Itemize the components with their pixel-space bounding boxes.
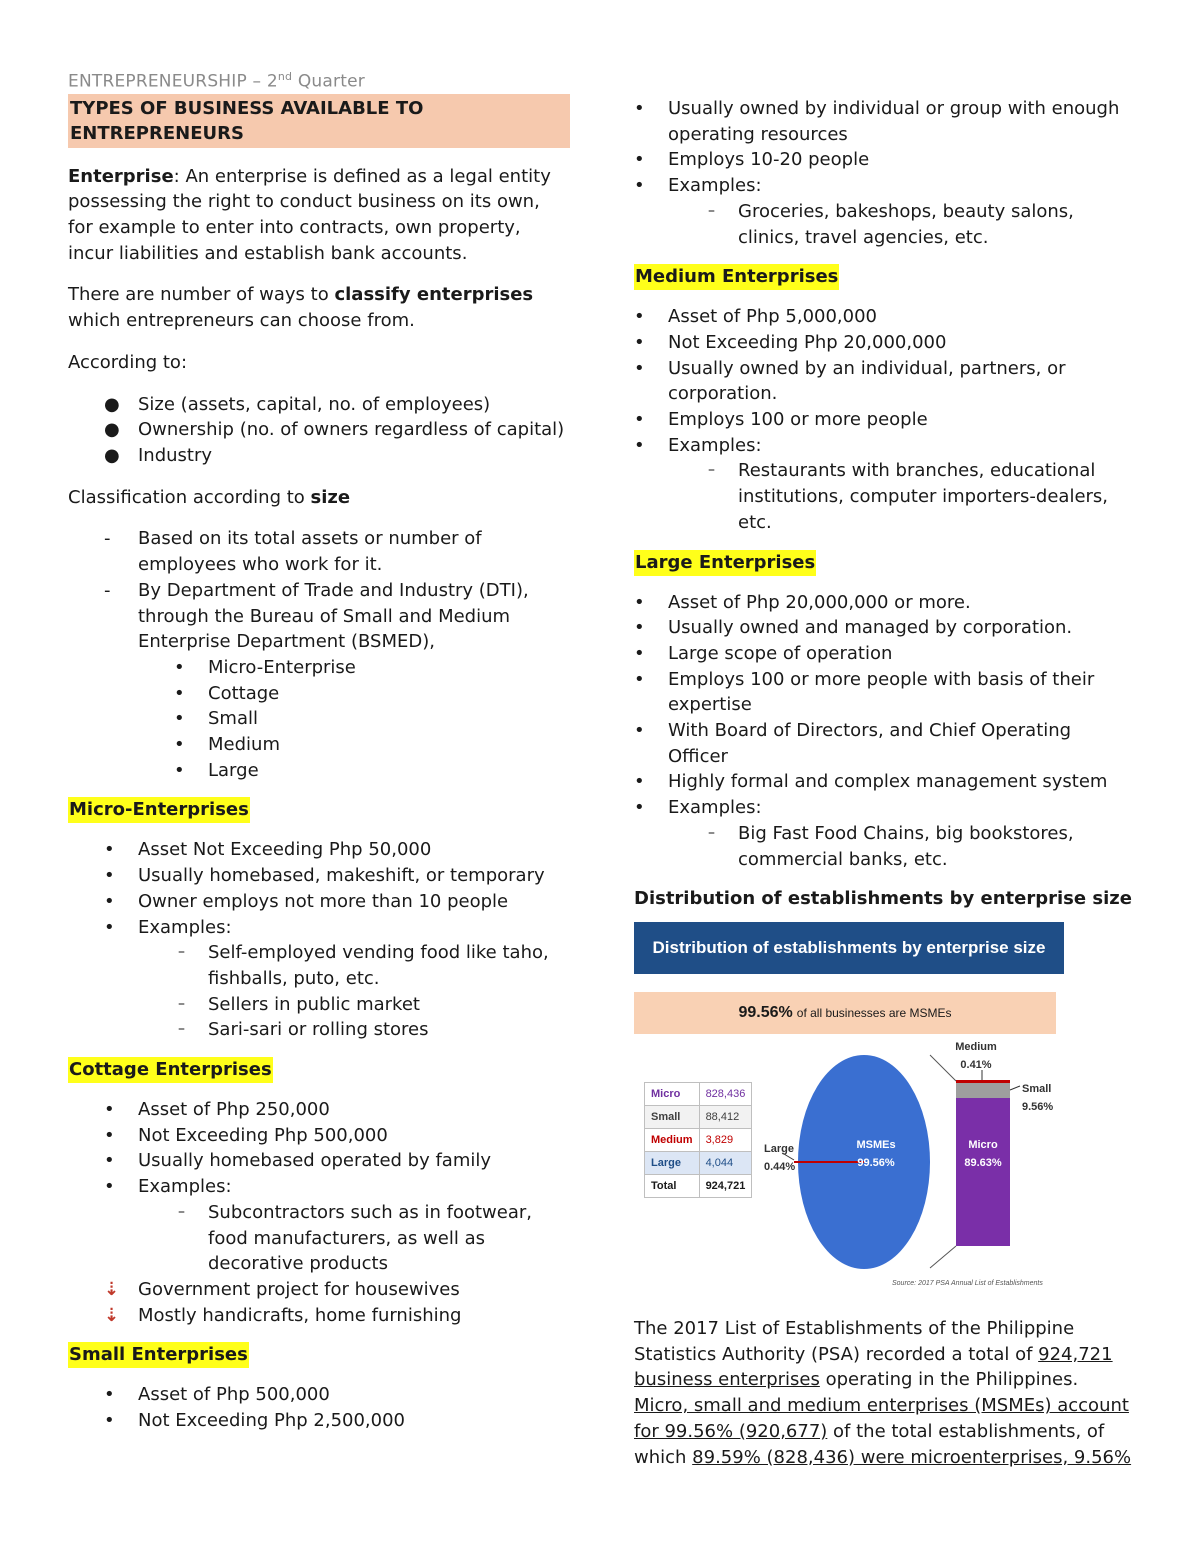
list-item: • Cottage: [174, 682, 280, 704]
enterprise-definition: Enterprise: An enterprise is defined as a legal entity possessing the right to conduct business on its own, for example to enter into contracts, own property, incur liabilities and establish bank accounts.: [68, 165, 551, 264]
page-header: ENTREPRENEURSHIP – 2nd Quarter: [68, 70, 365, 92]
list-item: • Small: [174, 708, 258, 730]
small-bar-segment: [956, 1083, 1010, 1098]
classify-paragraph: There are number of ways to classify enterprises which entrepreneurs can choose from.: [68, 284, 534, 332]
small-pct: 9.56%: [1022, 1100, 1054, 1113]
table-cell: Total: [645, 1174, 700, 1197]
distribution-figure: [634, 922, 1064, 1296]
table-cell: 828,436: [699, 1082, 752, 1105]
micro-heading: Micro-Enterprises: [68, 797, 250, 823]
list-item: ● Industry: [104, 444, 213, 466]
closing-paragraph: The 2017 List of Establishments of the Philippine Statistics Authority (PSA) recorded a total of 924,721 business enterprises operating in the Philippines. Micro, small and medium enterprises (MSMEs) account for 99.56% (920,677) of the total establishments, of which 89.59% (828,436) were microenterprises, 9.56%: [634, 1317, 1132, 1468]
arrow-down-icon: ⇣: [104, 1278, 120, 1300]
medium-pct: 0.41%: [960, 1058, 992, 1071]
table-cell: Medium: [645, 1128, 700, 1151]
list-item: – Sari-sari or rolling stores: [178, 1019, 429, 1041]
list-item: • Asset of Php 20,000,000 or more.: [634, 591, 971, 613]
micro-bar-segment: [956, 1098, 1010, 1246]
medium-examples: [598, 458, 1134, 535]
list-item: – Big Fast Food Chains, big bookstores, commercial banks, etc.: [708, 822, 1074, 870]
list-item: ⇣ Mostly handicrafts, home furnishing: [68, 1303, 570, 1329]
list-item: • Examples:: [104, 916, 232, 938]
figure-source: Source: 2017 PSA Annual List of Establishments: [892, 1279, 1043, 1287]
distribution-heading: Distribution of establishments by enterprise size: [634, 888, 1132, 910]
pie-label: MSMEs: [856, 1138, 896, 1151]
table-cell: Small: [645, 1105, 700, 1128]
list-item: – Groceries, bakeshops, beauty salons, clinics, travel agencies, etc.: [708, 200, 1074, 248]
cottage-heading: Cottage Enterprises: [68, 1057, 273, 1083]
list-item: • Examples:: [634, 175, 762, 197]
size-types-list: [68, 655, 570, 784]
list-item: • Usually owned by individual or group with enough operating resources: [634, 98, 1120, 145]
list-item: • Examples:: [634, 434, 762, 456]
list-item: • Not Exceeding Php 20,000,000: [634, 331, 947, 353]
list-item: - By Department of Trade and Industry (DTI), through the Bureau of Small and Medium Enterprise Department (BSMED),: [104, 579, 529, 653]
right-column: [634, 96, 1134, 1470]
list-item: • Medium: [174, 734, 280, 756]
list-item: • Employs 100 or more people: [634, 409, 928, 431]
micro-pct: 89.63%: [964, 1156, 1002, 1169]
list-item: ⇣ Government project for housewives: [68, 1277, 570, 1303]
table-cell: 88,412: [699, 1105, 752, 1128]
small-pointer: [1010, 1086, 1020, 1090]
micro-list: [68, 837, 570, 940]
list-item: • Examples:: [634, 797, 762, 819]
small-heading: Small Enterprises: [68, 1342, 249, 1368]
figure-table: [644, 1082, 752, 1198]
left-column: [68, 70, 570, 1434]
small-label: Small: [1022, 1082, 1052, 1095]
medium-heading: Medium Enterprises: [634, 264, 839, 290]
connector-line: [930, 1055, 956, 1081]
medium-list: [598, 304, 1134, 458]
list-item: • Large scope of operation: [634, 642, 893, 664]
list-item: – Restaurants with branches, educational institutions, computer importers-dealers, etc.: [708, 460, 1109, 533]
cottage-list: [68, 1097, 570, 1200]
micro-label: Micro: [968, 1138, 998, 1151]
list-item: • Usually owned and managed by corporation.: [634, 617, 1073, 639]
table-row: [645, 1128, 752, 1151]
large-list: [598, 590, 1134, 821]
list-item: • Large: [174, 759, 259, 781]
cottage-extras: [68, 1277, 570, 1328]
large-pct: 0.44%: [764, 1160, 796, 1173]
list-item: - Based on its total assets or number of employees who work for it.: [104, 528, 482, 576]
size-list: [68, 526, 570, 655]
according-list: [68, 392, 570, 469]
large-heading: Large Enterprises: [634, 550, 816, 576]
table-row: [645, 1082, 752, 1105]
micro-examples: [68, 940, 570, 1043]
table-cell: Micro: [645, 1082, 700, 1105]
table-row: [645, 1105, 752, 1128]
medium-label: Medium: [955, 1040, 997, 1053]
list-item: ● Size (assets, capital, no. of employees): [104, 393, 491, 415]
list-item: • Usually homebased operated by family: [104, 1150, 492, 1172]
table-cell: 4,044: [699, 1151, 752, 1174]
table-cell: 924,721: [699, 1174, 752, 1197]
list-item: • Micro-Enterprise: [174, 656, 356, 678]
table-row: [645, 1151, 752, 1174]
list-item: • Employs 100 or more people with basis of their expertise: [634, 668, 1095, 716]
list-item: • Employs 10-20 people: [634, 149, 870, 171]
small-list-part2: [598, 96, 1134, 199]
list-item: • Asset of Php 500,000: [104, 1384, 330, 1406]
large-examples: [598, 821, 1134, 872]
list-item: • With Board of Directors, and Chief Operating Officer: [634, 720, 1072, 767]
small-list-part1: [68, 1382, 570, 1433]
medium-bar-segment: [956, 1080, 1010, 1083]
list-item: – Subcontractors such as in footwear, food manufacturers, as well as decorative products: [178, 1201, 532, 1275]
cottage-examples: [68, 1200, 570, 1277]
list-item: • Asset of Php 250,000: [104, 1099, 330, 1121]
connector-line: [930, 1246, 956, 1268]
pie-pct: 99.56%: [857, 1156, 895, 1169]
list-item: ● Ownership (no. of owners regardless of capital): [104, 419, 565, 441]
figure-title: Distribution of establishments by enterprise size: [634, 922, 1064, 974]
table-row: [645, 1174, 752, 1197]
arrow-down-icon: ⇣: [104, 1304, 120, 1326]
list-item: – Self-employed vending food like taho, fishballs, puto, etc.: [178, 942, 549, 989]
small-examples: [598, 199, 1134, 250]
list-item: • Owner employs not more than 10 people: [104, 890, 509, 912]
list-item: – Sellers in public market: [178, 993, 420, 1015]
list-item: • Not Exceeding Php 500,000: [104, 1124, 388, 1146]
table-cell: Large: [645, 1151, 700, 1174]
list-item: • Asset of Php 5,000,000: [634, 306, 878, 328]
list-item: • Not Exceeding Php 2,500,000: [104, 1410, 406, 1432]
list-item: • Usually homebased, makeshift, or temporary: [104, 865, 545, 887]
list-item: • Highly formal and complex management system: [634, 771, 1108, 793]
list-item: • Usually owned by an individual, partners, or corporation.: [634, 357, 1066, 405]
according-label: According to:: [68, 351, 188, 373]
table-cell: 3,829: [699, 1128, 752, 1151]
size-classification-label: Classification according to size: [68, 486, 351, 508]
document-title: TYPES OF BUSINESS AVAILABLE TO ENTREPRENEURS: [68, 94, 570, 148]
figure-band: 99.56% of all businesses are MSMEs: [634, 992, 1056, 1034]
list-item: • Examples:: [104, 1176, 232, 1198]
large-label: Large: [764, 1142, 794, 1155]
list-item: • Asset Not Exceeding Php 50,000: [104, 839, 432, 861]
